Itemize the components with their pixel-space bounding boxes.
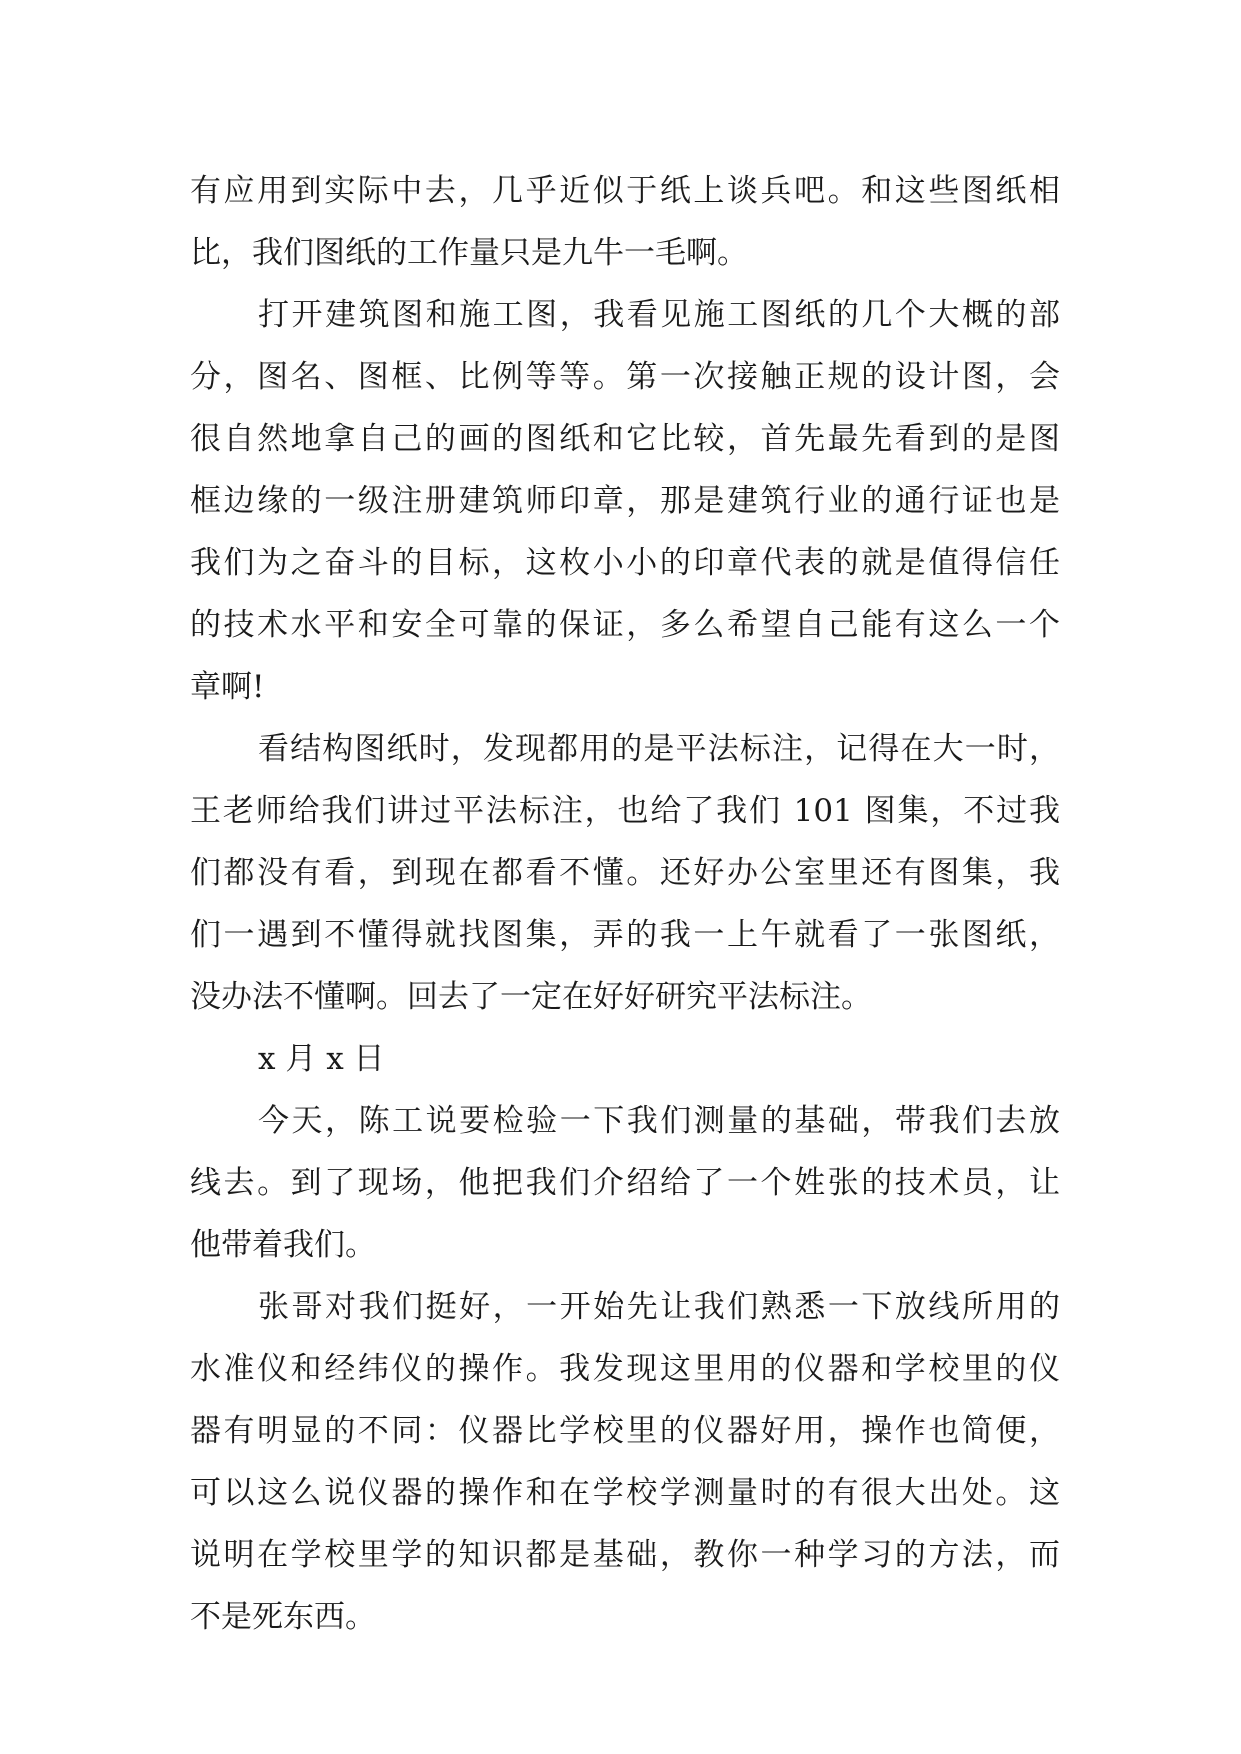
text-line: 王老师给我们讲过平法标注，也给了我们 101 图集，不过我 (190, 793, 1060, 829)
text-line: 分，图名、图框、比例等等。第一次接触正规的设计图，会 (190, 359, 1060, 395)
text-line: 章啊! (190, 669, 265, 705)
text-line: 们都没有看，到现在都看不懂。还好办公室里还有图集，我 (190, 855, 1060, 891)
text-line: 他带着我们。 (190, 1227, 376, 1263)
text-line: 没办法不懂啊。回去了一定在好好研究平法标注。 (190, 979, 872, 1015)
text-line: 线去。到了现场，他把我们介绍给了一个姓张的技术员，让 (190, 1165, 1060, 1201)
text-line: 的技术水平和安全可靠的保证，多么希望自己能有这么一个 (190, 607, 1060, 643)
text-line: 不是死东西。 (190, 1599, 376, 1635)
text-line: 打开建筑图和施工图，我看见施工图纸的几个大概的部 (258, 297, 1060, 333)
text-line: 器有明显的不同：仪器比学校里的仪器好用，操作也简便， (190, 1413, 1060, 1449)
text-line: 水准仪和经纬仪的操作。我发现这里用的仪器和学校里的仪 (190, 1351, 1060, 1387)
text-line: x 月 x 日 (258, 1041, 385, 1077)
text-line: 框边缘的一级注册建筑师印章，那是建筑行业的通行证也是 (190, 483, 1060, 519)
text-line: 可以这么说仪器的操作和在学校学测量时的有很大出处。这 (190, 1475, 1060, 1511)
body-text (190, 160, 1060, 1648)
text-line: 今天，陈工说要检验一下我们测量的基础，带我们去放 (258, 1103, 1060, 1139)
text-line: 张哥对我们挺好，一开始先让我们熟悉一下放线所用的 (258, 1289, 1060, 1325)
text-line: 有应用到实际中去，几乎近似于纸上谈兵吧。和这些图纸相 (190, 173, 1060, 209)
text-line: 看结构图纸时，发现都用的是平法标注，记得在大一时， (258, 731, 1060, 767)
text-line: 比，我们图纸的工作量只是九牛一毛啊。 (190, 235, 748, 271)
text-line: 很自然地拿自己的画的图纸和它比较，首先最先看到的是图 (190, 421, 1060, 457)
text-line: 我们为之奋斗的目标，这枚小小的印章代表的就是值得信任 (190, 545, 1060, 581)
text-line: 们一遇到不懂得就找图集，弄的我一上午就看了一张图纸， (190, 917, 1060, 953)
text-line: 说明在学校里学的知识都是基础，教你一种学习的方法，而 (190, 1537, 1060, 1573)
